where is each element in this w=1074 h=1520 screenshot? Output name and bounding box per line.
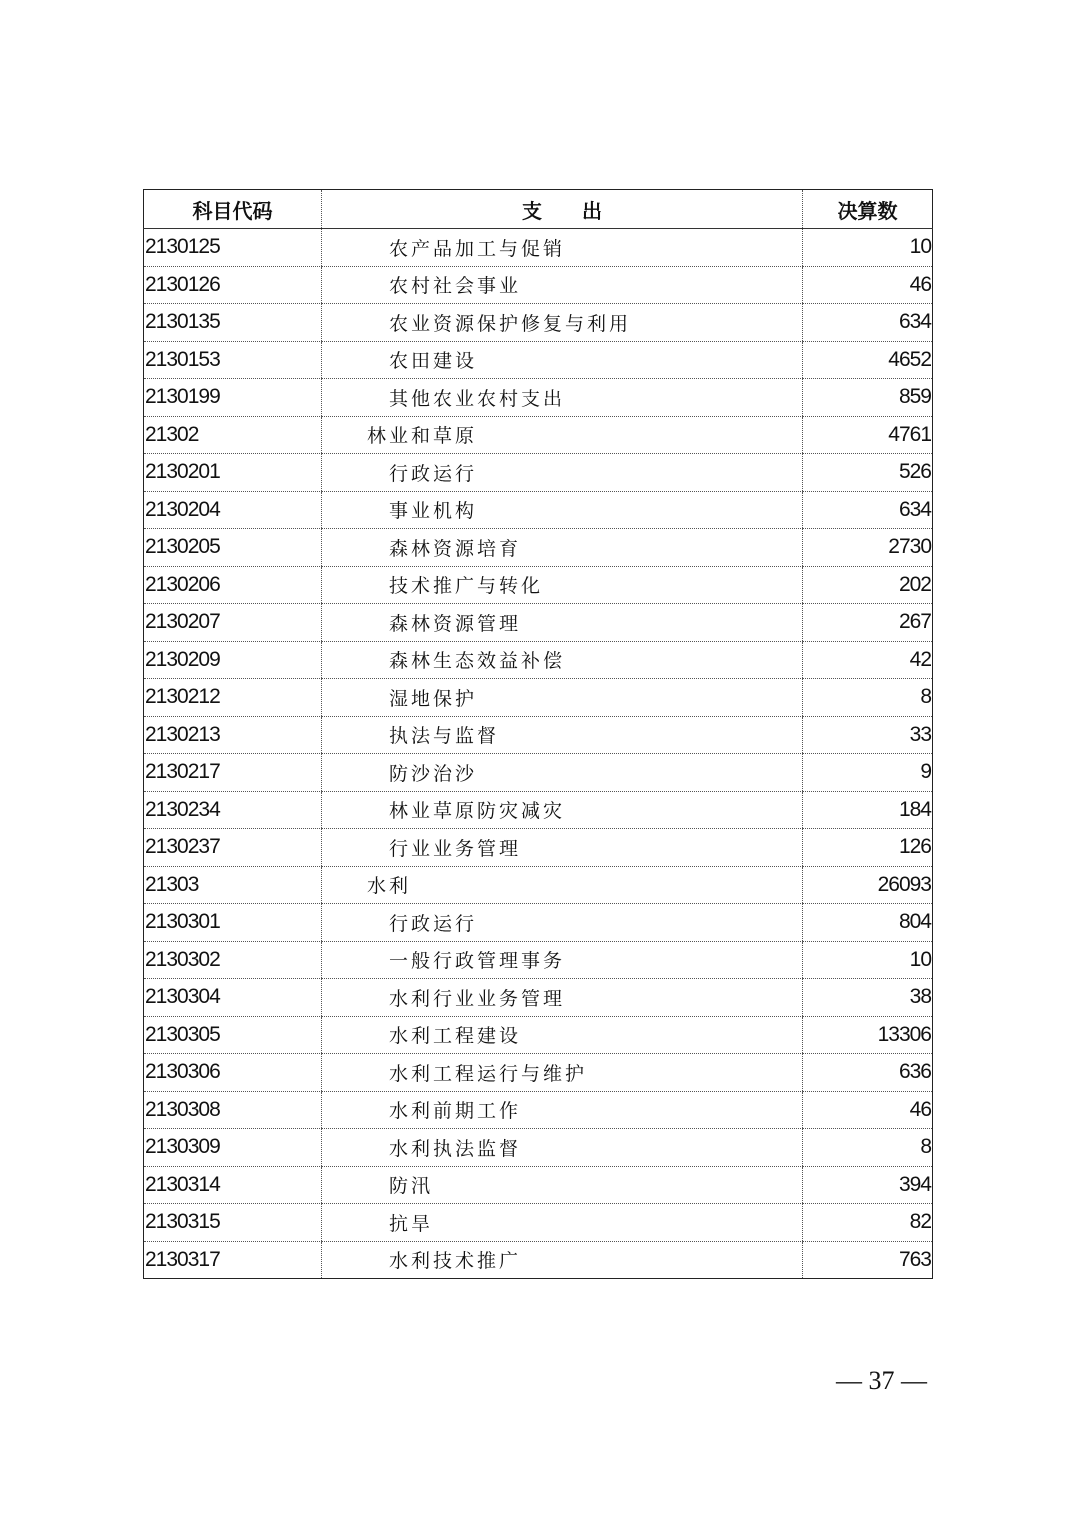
subject-code-cell: 2130201 (144, 454, 322, 492)
subject-code-cell: 2130206 (144, 566, 322, 604)
table-row (144, 1129, 933, 1167)
table-row (144, 904, 933, 942)
expenditure-name-cell: 抗旱 (322, 1204, 803, 1242)
subject-code-cell: 2130153 (144, 341, 322, 379)
table-body (144, 229, 933, 1279)
final-amount-cell: 46 (803, 266, 933, 304)
subject-code-cell: 2130204 (144, 491, 322, 529)
subject-code-cell: 2130237 (144, 829, 322, 867)
subject-code-cell: 2130305 (144, 1016, 322, 1054)
expenditure-name-cell: 水利工程建设 (322, 1016, 803, 1054)
table-row (144, 1054, 933, 1092)
expenditure-name-cell: 森林资源培育 (322, 529, 803, 567)
expenditure-name-cell: 行业业务管理 (322, 829, 803, 867)
expenditure-name-cell: 水利前期工作 (322, 1091, 803, 1129)
final-amount-cell: 9 (803, 754, 933, 792)
expenditure-name-cell: 执法与监督 (322, 716, 803, 754)
final-amount-cell: 634 (803, 491, 933, 529)
subject-code-cell: 2130199 (144, 379, 322, 417)
table-row (144, 979, 933, 1017)
expenditure-name-cell: 农田建设 (322, 341, 803, 379)
subject-code-cell: 2130309 (144, 1129, 322, 1167)
expenditure-name-cell: 农业资源保护修复与利用 (322, 304, 803, 342)
expenditure-name-cell: 农村社会事业 (322, 266, 803, 304)
expenditure-name-cell: 防沙治沙 (322, 754, 803, 792)
final-amount-cell: 267 (803, 604, 933, 642)
final-amount-cell: 38 (803, 979, 933, 1017)
table-row (144, 1016, 933, 1054)
table-row (144, 604, 933, 642)
table-header (144, 190, 933, 229)
expenditure-name-cell: 技术推广与转化 (322, 566, 803, 604)
expenditure-name-cell: 农产品加工与促销 (322, 229, 803, 267)
table-row (144, 641, 933, 679)
final-amount-cell: 634 (803, 304, 933, 342)
table-row (144, 266, 933, 304)
expenditure-name-cell: 其他农业农村支出 (322, 379, 803, 417)
subject-code-cell: 2130308 (144, 1091, 322, 1129)
expenditure-name-cell: 水利执法监督 (322, 1129, 803, 1167)
subject-code-cell: 2130317 (145, 1247, 220, 1271)
final-amount-cell: 26093 (803, 866, 933, 904)
final-amount-cell: 33 (803, 716, 933, 754)
budget-table (143, 189, 933, 1279)
final-amount-cell: 4761 (803, 416, 933, 454)
table-row (144, 379, 933, 417)
final-amount-cell: 859 (803, 379, 933, 417)
expenditure-name-cell: 林业草原防灾减灾 (322, 791, 803, 829)
subject-code-cell: 2130212 (144, 679, 322, 717)
table-row (144, 454, 933, 492)
subject-code-cell: 2130209 (144, 641, 322, 679)
table-row (144, 1091, 933, 1129)
header-final-amount: 决算数 (803, 190, 933, 229)
expenditure-name-cell: 水利工程运行与维护 (322, 1054, 803, 1092)
expenditure-name-cell: 森林生态效益补偿 (322, 641, 803, 679)
table-row (144, 791, 933, 829)
expenditure-name-cell: 防汛 (322, 1166, 803, 1204)
subject-code-cell: 2130217 (144, 754, 322, 792)
expenditure-name-cell: 水利 (322, 866, 803, 904)
subject-code-cell: 2130125 (144, 229, 322, 267)
final-amount-cell: 46 (803, 1091, 933, 1129)
table-row (144, 341, 933, 379)
subject-code-cell: 21303 (144, 866, 322, 904)
final-amount-cell: 10 (803, 941, 933, 979)
expenditure-name-cell: 湿地保护 (322, 679, 803, 717)
subject-code-cell: 2130126 (144, 266, 322, 304)
subject-code-cell: 2130301 (144, 904, 322, 942)
page-number: — 37 — (836, 1366, 927, 1395)
subject-code-cell: 2130314 (144, 1166, 322, 1204)
final-amount-cell: 804 (803, 904, 933, 942)
header-expenditure: 支 出 (322, 190, 803, 229)
table-row (144, 491, 933, 529)
expenditure-name-cell: 水利技术推广 (322, 1241, 803, 1279)
subject-code-cell: 2130205 (144, 529, 322, 567)
expenditure-name-cell: 事业机构 (322, 491, 803, 529)
subject-code-cell: 2130234 (144, 791, 322, 829)
subject-code-cell: 2130213 (144, 716, 322, 754)
table-row (144, 304, 933, 342)
final-amount-cell: 126 (803, 829, 933, 867)
final-amount-cell: 202 (803, 566, 933, 604)
final-amount-cell: 2730 (803, 529, 933, 567)
table-row (144, 229, 933, 267)
table-row (144, 866, 933, 904)
final-amount-cell: 42 (803, 641, 933, 679)
table-row (144, 416, 933, 454)
table-row (144, 941, 933, 979)
expenditure-name-cell: 森林资源管理 (322, 604, 803, 642)
table-row (144, 716, 933, 754)
table-row (144, 1241, 933, 1279)
table-row (144, 529, 933, 567)
table-row (144, 1204, 933, 1242)
table-row (144, 1166, 933, 1204)
table-row (144, 829, 933, 867)
subject-code-cell: 2130135 (144, 304, 322, 342)
subject-code-cell: 2130207 (144, 604, 322, 642)
final-amount-cell: 8 (803, 1129, 933, 1167)
expenditure-name-cell: 一般行政管理事务 (322, 941, 803, 979)
subject-code-cell: 2130304 (144, 979, 322, 1017)
final-amount-cell: 394 (803, 1166, 933, 1204)
subject-code-cell: 2130315 (144, 1204, 322, 1242)
table-row (144, 679, 933, 717)
final-amount-cell: 82 (803, 1204, 933, 1242)
subject-code-cell: 21302 (144, 416, 322, 454)
table-row (144, 754, 933, 792)
table-row (144, 566, 933, 604)
subject-code-cell: 2130302 (144, 941, 322, 979)
subject-code-cell: 2130306 (144, 1054, 322, 1092)
final-amount-cell: 526 (803, 454, 933, 492)
final-amount-cell: 636 (803, 1054, 933, 1092)
expenditure-name-cell: 林业和草原 (322, 416, 803, 454)
expenditure-name-cell: 水利行业业务管理 (322, 979, 803, 1017)
final-amount-cell: 184 (803, 791, 933, 829)
header-row (144, 190, 933, 229)
header-subject-code: 科目代码 (144, 190, 322, 229)
final-amount-cell: 763 (803, 1241, 933, 1279)
final-amount-cell: 8 (803, 679, 933, 717)
final-amount-cell: 10 (803, 229, 933, 267)
expenditure-name-cell: 行政运行 (322, 454, 803, 492)
final-amount-cell: 13306 (803, 1016, 933, 1054)
final-amount-cell: 4652 (803, 341, 933, 379)
expenditure-name-cell: 行政运行 (322, 904, 803, 942)
